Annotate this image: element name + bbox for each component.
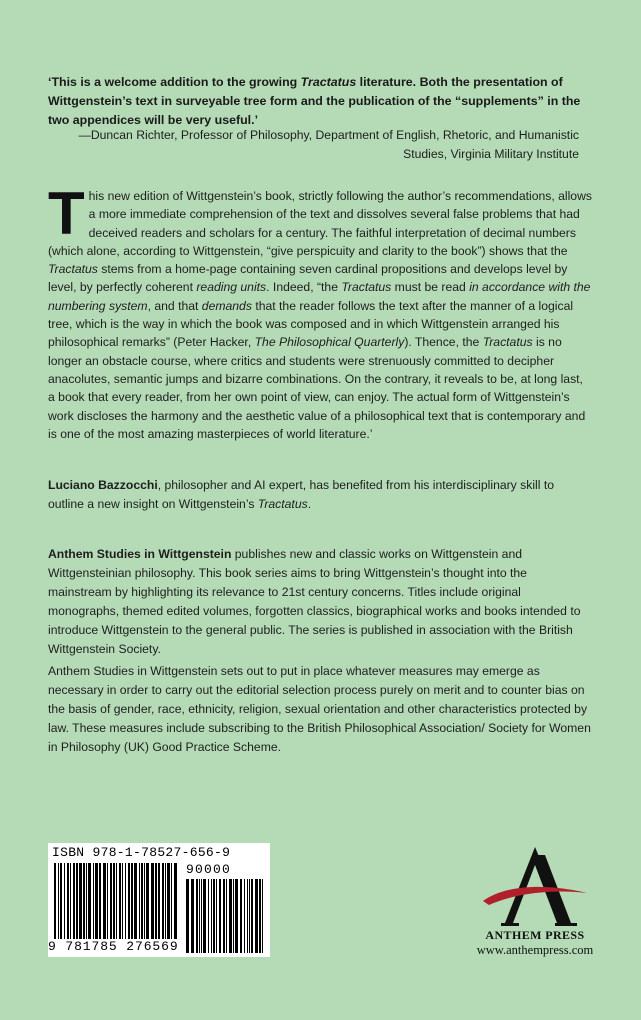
barcode-ean-digits: 9 781785 276569: [48, 939, 179, 954]
isbn-barcode: [48, 843, 270, 957]
series-name: Anthem Studies in Wittgenstein: [48, 547, 232, 561]
author-bio: Luciano Bazzocchi, philosopher and AI expert, has benefited from his interdisciplinary skill to outline a new insight on Wittgenstein’s Tractatus.: [48, 478, 555, 511]
series-description: Anthem Studies in Wittgenstein publishes new and classic works on Wittgenstein and Wittgensteinian philosophy. This book series aims to bring Wittgenstein’s thought into the mainstream by highlighting its relevance to 21st century concerns. Titles include original monographs, themed edited volumes, forgotten classics, biographical works and books intended to introduce Wittgenstein to the general public. The series is published in association with the British Wittgenstein Society.: [48, 547, 581, 656]
book-description: This new edition of Wittgenstein’s book, strictly following the author’s recommendations, allows a more immediate comprehension of the text and dissolves several false problems that had deceived readers and scholars for a century. The faithful interpretation of decimal numbers (which alone, according to Wittgenstein, “give perspicuity and clarity to the book”) shows that the Tractatus stems from a home-page containing seven cardinal propositions and develops level by level, by perfectly coherent reading units. Indeed, “the Tractatus must be read in accordance with the numbering system, and that demands that the reader follows the text after the manner of a logical tree, which is the way in which the book was composed and in which Wittgenstein arranged his philosophical remarks” (Peter Hacker, The Philosophical Quarterly). Thence, the Tractatus is no longer an obstacle course, where critics and students were strenuously committed to decipher anacolutes, semantic jumps and bizarre combinations. On the contrary, it reveals to be, at long last, a book that every reader, from her own point of view, can enjoy. The actual form of Wittgenstein’s work discloses the harmony and the aesthetic value of a philosophical text that is contemporary and is one of the most amazing masterpieces of world literature.’: [48, 180, 592, 441]
anthem-press-logo-icon: [475, 843, 595, 935]
quote-text: ‘This is a welcome addition to the growing: [48, 75, 301, 89]
review-quote: [48, 73, 593, 130]
publisher-url: www.anthempress.com: [476, 943, 594, 957]
quote-italic: Tractatus: [300, 75, 357, 89]
drop-cap: T: [48, 180, 85, 247]
isbn-label: ISBN 978-1-78527-656-9: [52, 845, 231, 860]
publisher-name: ANTHEM PRESS: [485, 928, 585, 942]
quote-text: literature. Both the presentation of Wittgenstein’s text in surveyable tree form and the publication of the “supplements” in the two appendices will be very useful.’: [48, 75, 581, 127]
editorial-policy: Anthem Studies in Wittgenstein sets out to put in place whatever measures may emerge as necessary in order to carry out the editorial selection process purely on merit and to counter bias on the basis of gender, race, ethnicity, religion, sexual orientation and other characteristics protected by law. These measures include subscribing to the British Philosophical Association/ Society for Women in Philosophy (UK) Good Practice Scheme.: [48, 664, 591, 754]
author-name: Luciano Bazzocchi: [48, 478, 158, 492]
quote-attribution: —Duncan Richter, Professor of Philosophy, Department of English, Rhetoric, and Humanistic Studies, Virginia Military Institute: [78, 128, 579, 161]
barcode-addon-digits: 90000: [186, 862, 232, 877]
